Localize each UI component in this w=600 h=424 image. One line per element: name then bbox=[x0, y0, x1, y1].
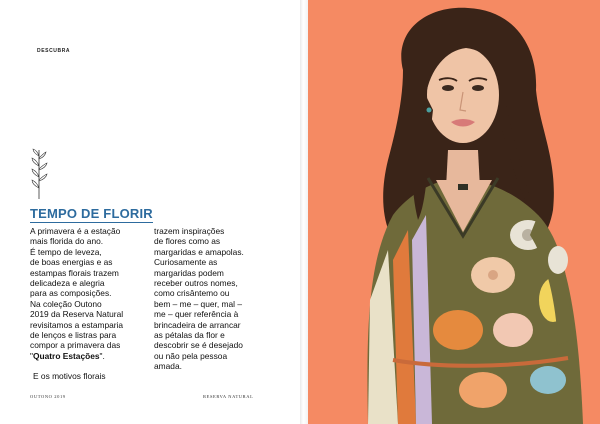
footer-issue: OUTONO 2019 bbox=[30, 394, 66, 399]
text-line: compor a primavera das bbox=[30, 340, 121, 351]
text-line: delicadeza e alegria bbox=[30, 278, 105, 289]
leaf-branch-icon bbox=[30, 148, 48, 200]
text-line: receber outros nomes, bbox=[154, 278, 238, 289]
quote-close: ". bbox=[99, 350, 105, 361]
text-column-2 bbox=[154, 226, 266, 372]
text-line: E os motivos florais bbox=[33, 371, 106, 382]
text-line: Na coleção Outono bbox=[30, 298, 102, 309]
text-line: margaridas e amapolas. bbox=[154, 246, 244, 257]
text-line: me – quer referência à bbox=[154, 309, 239, 320]
text-line: revisitamos a estamparia bbox=[30, 319, 124, 330]
page-gutter bbox=[300, 0, 308, 424]
text-line: bem – me – quer, mal – bbox=[154, 298, 242, 309]
text-line bbox=[30, 351, 142, 361]
bold-phrase: Quatro Estações bbox=[32, 350, 100, 361]
footer-brand: RESERVA NATURAL bbox=[203, 394, 254, 399]
text-column-1 bbox=[30, 226, 142, 382]
text-line: É tempo de leveza, bbox=[30, 246, 102, 257]
text-line: descobrir se é desejado bbox=[154, 340, 243, 351]
text-line: estampas florais trazem bbox=[30, 267, 119, 278]
article-title: TEMPO DE FLORIR bbox=[30, 206, 153, 221]
text-line: brincadeira de arrancar bbox=[154, 319, 241, 330]
quote-open: " bbox=[30, 350, 33, 361]
text-line: margaridas podem bbox=[154, 267, 224, 278]
section-tag: DESCUBRA bbox=[37, 48, 71, 54]
woman-in-floral-dress-photo bbox=[308, 0, 600, 424]
text-line: como crisântemo ou bbox=[154, 288, 230, 299]
text-line: as pétalas da flor e bbox=[154, 330, 225, 341]
text-line: 2019 da Reserva Natural bbox=[30, 309, 124, 320]
text-line: trazem inspirações bbox=[154, 226, 225, 236]
text-line: amada. bbox=[154, 361, 182, 372]
text-line: mais florida do ano. bbox=[30, 236, 104, 247]
text-line: de lenços e listras para bbox=[30, 330, 117, 341]
fashion-photo bbox=[308, 0, 600, 424]
text-line: de flores como as bbox=[154, 236, 221, 247]
text-line: para as composições. bbox=[30, 288, 112, 299]
text-line: de boas energias e as bbox=[30, 257, 113, 268]
text-line: ou não pela pessoa bbox=[154, 350, 228, 361]
text-line: Curiosamente as bbox=[154, 257, 218, 268]
text-line: A primavera é a estação bbox=[30, 226, 121, 236]
